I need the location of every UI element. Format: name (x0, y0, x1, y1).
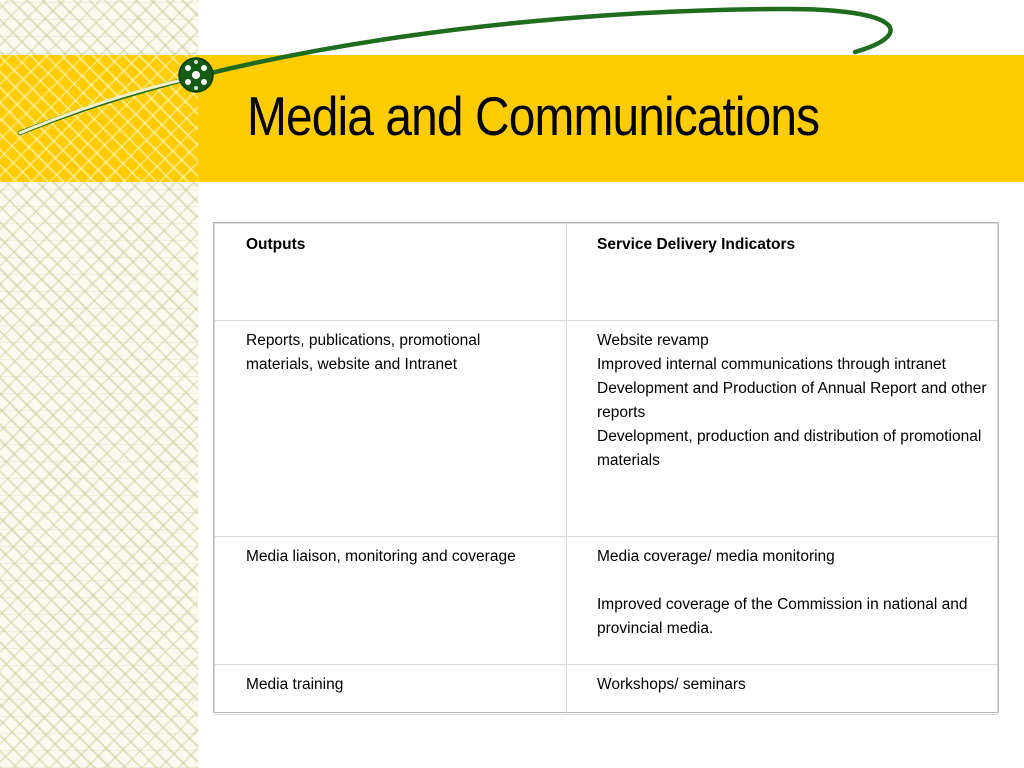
indicator-item: Development, production and distribution of promotional materials (597, 428, 982, 469)
spacer (597, 569, 987, 593)
table-row (215, 537, 998, 665)
output-cell: Reports, publications, promotional materials, website and Intranet (215, 321, 567, 537)
indicators-cell (567, 321, 998, 537)
indicator-item: Workshops/ seminars (597, 676, 746, 693)
outputs-table (213, 222, 999, 713)
table-row (215, 665, 998, 715)
indicators-cell (567, 665, 998, 715)
page-title: Media and Communications (247, 85, 820, 147)
indicator-item: Website revamp (597, 332, 709, 349)
indicator-item: Improved internal communications through intranet (597, 356, 946, 373)
table-row (215, 321, 998, 537)
table-header-row (215, 224, 998, 321)
output-cell: Media liaison, monitoring and coverage (215, 537, 567, 665)
header-outputs: Outputs (215, 224, 567, 321)
indicators-cell (567, 537, 998, 665)
indicator-item: Improved coverage of the Commission in national and provincial media. (597, 596, 968, 637)
globe-icon (179, 58, 213, 92)
indicator-item: Development and Production of Annual Report and other reports (597, 380, 987, 421)
header-service-delivery-indicators: Service Delivery Indicators (567, 224, 998, 321)
indicator-item: Media coverage/ media monitoring (597, 548, 835, 565)
output-cell: Media training (215, 665, 567, 715)
